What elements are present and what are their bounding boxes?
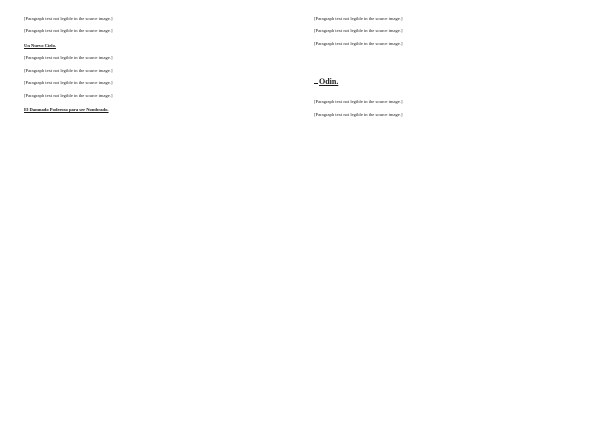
paragraph: [Paragraph text not legible in the source image.]: [24, 55, 113, 61]
title-rule-mark: [314, 83, 318, 84]
paragraph: [Paragraph text not legible in the source image.]: [314, 111, 403, 117]
paragraph: [Paragraph text not legible in the source image.]: [24, 80, 113, 86]
left-column: [24, 16, 282, 119]
paragraph: [Paragraph text not legible in the source image.]: [314, 28, 403, 34]
right-column: [314, 16, 572, 124]
paragraph: [Paragraph text not legible in the source image.]: [314, 40, 403, 46]
paragraph: [Paragraph text not legible in the source image.]: [24, 28, 113, 34]
paragraph: [Paragraph text not legible in the source image.]: [24, 16, 113, 21]
paragraph: [Paragraph text not legible in the source image.]: [314, 16, 403, 21]
section-heading: El Damnado Poderoso para ser Nombrado.: [24, 106, 109, 112]
chapter-title-text: Odin.: [319, 77, 339, 87]
chapter-title: [314, 77, 572, 87]
section-heading: Un Nuevo Cielo.: [24, 42, 57, 48]
paragraph: [Paragraph text not legible in the source image.]: [24, 67, 113, 73]
paragraph: [Paragraph text not legible in the source image.]: [314, 99, 403, 105]
paragraph: [Paragraph text not legible in the source image.]: [24, 92, 113, 98]
